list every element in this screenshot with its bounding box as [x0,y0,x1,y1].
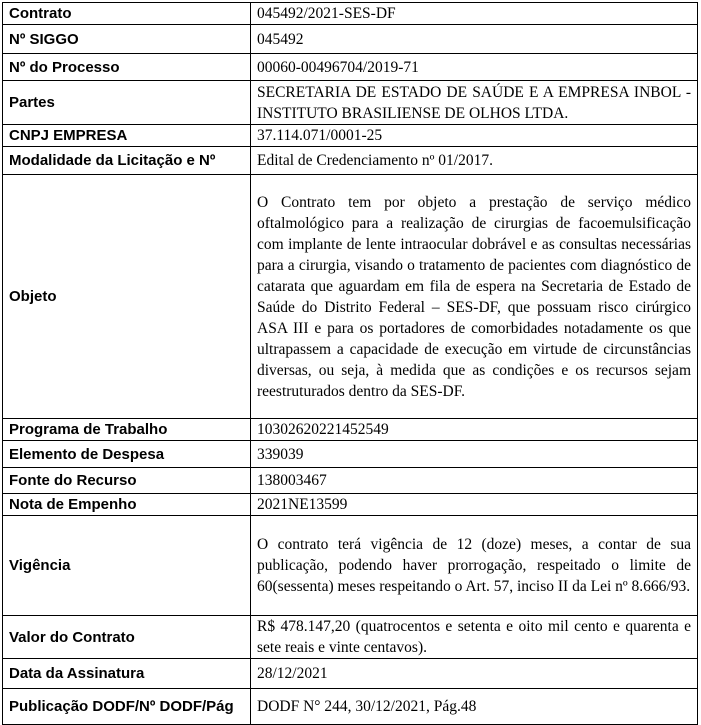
value-fonte: 138003467 [251,468,698,494]
row-modalidade [3,147,698,175]
row-valor [3,616,698,659]
row-elemento [3,441,698,468]
label-assinatura: Data da Assinatura [3,659,251,689]
value-valor: R$ 478.147,20 (quatrocentos e setenta e oito mil cento e quarenta e sete reais e vinte centavos). [251,616,698,659]
label-partes: Partes [3,81,251,125]
row-vigencia [3,516,698,616]
label-publicacao: Publicação DODF/Nº DODF/Pág [3,689,251,725]
value-empenho: 2021NE13599 [251,494,698,516]
value-programa: 10302620221452549 [251,419,698,441]
value-assinatura: 28/12/2021 [251,659,698,689]
value-vigencia: O contrato terá vigência de 12 (doze) meses, a contar de sua publicação, podendo haver prorrogação, respeitado o limite de 60(sessenta) meses respeitando o Art. 57, inciso II da Lei nº 8.666/93. [251,516,698,616]
value-publicacao: DODF N° 244, 30/12/2021, Pág.48 [251,689,698,725]
row-objeto [3,175,698,419]
value-partes: SECRETARIA DE ESTADO DE SAÚDE E A EMPRESA INBOL - INSTITUTO BRASILIENSE DE OLHOS LTDA. [251,81,698,125]
value-objeto: O Contrato tem por objeto a prestação de serviço médico oftalmológico para a realização de cirurgias de facoemulsificação com implante de lente intraocular dobrável e as consultas necessárias para a cirurgia, visando o tratamento de pacientes com diagnóstico de catarata que aguardam em fila de espera na Secretaria de Estado de Saúde do Distrito Federal – SES-DF, que possuam risco cirúrgico ASA III e para os portadores de comorbidades notadamente os que ultrapassem a capacidade de execução em virtude de circunstâncias diversas, ou seja, à medida que as condições e os recursos sejam reestruturados dentro da SES-DF. [251,175,698,419]
label-empenho: Nota de Empenho [3,494,251,516]
value-processo: 00060-00496704/2019-71 [251,54,698,81]
row-contrato [3,3,698,25]
label-vigencia: Vigência [3,516,251,616]
row-cnpj [3,125,698,147]
value-elemento: 339039 [251,441,698,468]
label-processo: Nº do Processo [3,54,251,81]
row-partes [3,81,698,125]
value-contrato: 045492/2021-SES-DF [251,3,698,25]
row-publicacao [3,689,698,725]
value-siggo: 045492 [251,25,698,54]
row-programa [3,419,698,441]
label-modalidade: Modalidade da Licitação e Nº [3,147,251,175]
value-modalidade: Edital de Credenciamento nº 01/2017. [251,147,698,175]
label-valor: Valor do Contrato [3,616,251,659]
row-empenho [3,494,698,516]
label-siggo: Nº SIGGO [3,25,251,54]
label-cnpj: CNPJ EMPRESA [3,125,251,147]
label-objeto: Objeto [3,175,251,419]
row-fonte [3,468,698,494]
row-processo [3,54,698,81]
row-siggo [3,25,698,54]
label-contrato: Contrato [3,3,251,25]
contract-summary-table [2,2,698,725]
value-cnpj: 37.114.071/0001-25 [251,125,698,147]
label-elemento: Elemento de Despesa [3,441,251,468]
row-assinatura [3,659,698,689]
label-fonte: Fonte do Recurso [3,468,251,494]
label-programa: Programa de Trabalho [3,419,251,441]
